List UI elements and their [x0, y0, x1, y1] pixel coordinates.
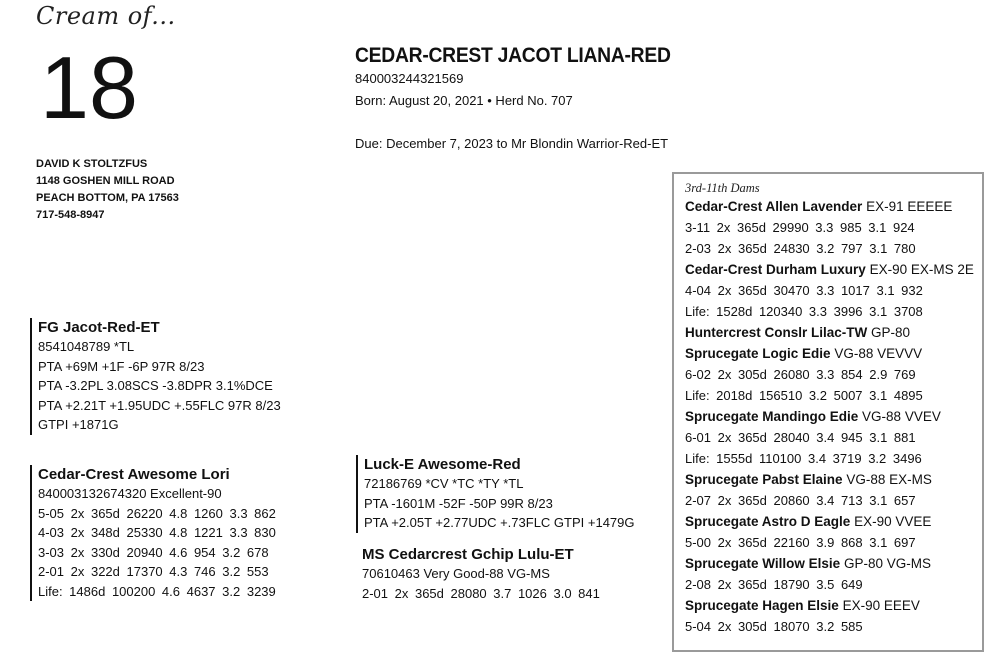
- dam-name: Cedar-Crest Awesome Lori: [38, 466, 230, 483]
- ancestor-dam-classification: GP-80 VG-MS: [843, 556, 931, 571]
- ancestor-dam-classification: GP-80: [871, 325, 911, 340]
- ancestor-dam-name: [685, 259, 982, 280]
- dam-block: [30, 465, 276, 601]
- ancestor-dam-name-text: Sprucegate Astro D Eagle: [685, 514, 851, 529]
- dams-box-title: 3rd-11th Dams: [685, 181, 760, 195]
- dam-record-line: 2-01 2x 322d 17370 4.3 746 3.2 553: [38, 564, 269, 579]
- ancestor-dam-name-text: Cedar-Crest Durham Luxury: [685, 262, 866, 277]
- dam-record-line: 3-03 2x 330d 20940 4.6 954 3.2 678: [38, 544, 269, 560]
- maternal-granddam-block: [356, 545, 600, 603]
- ancestor-dam-classification: EX-90 EEEV: [842, 598, 920, 613]
- consignor-address-line2: PEACH BOTTOM, PA 17563: [36, 192, 179, 204]
- ancestor-dam-name: [685, 196, 982, 217]
- ancestor-dam-classification: EX-90 EX-MS 2E: [869, 262, 974, 277]
- maternal-grandsire-info-line: PTA +2.05T +2.77UDC +.73FLC GTPI +1479G: [364, 515, 635, 530]
- ancestor-dam-name: [685, 469, 982, 490]
- maternal-granddam-record-line: 2-01 2x 365d 28080 3.7 1026 3.0 841: [362, 585, 600, 601]
- ancestor-dam-name-text: Sprucegate Mandingo Edie: [685, 409, 859, 424]
- sire-info-line: PTA +69M +1F -6P 97R 8/23: [38, 358, 205, 374]
- birth-herd-line: Born: August 20, 2021 • Herd No. 707: [355, 93, 573, 108]
- maternal-granddam-info-line: 70610463 Very Good-88 VG-MS: [362, 566, 550, 581]
- ancestor-dam-record: 4-04 2x 365d 30470 3.3 1017 3.1 932: [685, 283, 923, 298]
- maternal-grandsire-info-line: 72186769 *CV *TC *TY *TL: [364, 476, 524, 491]
- ancestor-dam-classification: EX-90 VVEE: [854, 514, 932, 529]
- maternal-grandsire-block: [356, 455, 635, 533]
- ancestor-dam-record: 2-07 2x 365d 20860 3.4 713 3.1 657: [685, 493, 916, 508]
- sire-info-line: GTPI +1871G: [38, 417, 119, 432]
- ancestor-dam-name-text: Sprucegate Pabst Elaine: [685, 472, 843, 487]
- ancestor-dam-record: Life: 2018d 156510 3.2 5007 3.1 4895: [685, 388, 923, 403]
- ancestor-dam-name: [685, 511, 982, 532]
- ancestor-dam-name: [685, 322, 982, 343]
- lot-number: 18: [40, 38, 138, 137]
- consignor-phone: 717-548-8947: [36, 209, 105, 221]
- ancestor-dam-record: Life: 1555d 110100 3.4 3719 3.2 3496: [685, 451, 922, 466]
- sire-info-line: PTA -3.2PL 3.08SCS -3.8DPR 3.1%DCE: [38, 378, 273, 393]
- ancestor-dam-name: [685, 343, 982, 364]
- catalog-header-title: Cream of...: [36, 2, 176, 30]
- ancestor-dam-name-text: Sprucegate Hagen Elsie: [685, 598, 839, 613]
- due-date-line: Due: December 7, 2023 to Mr Blondin Warrior-Red-ET: [355, 136, 669, 151]
- ancestor-dam-classification: VG-88 VVEV: [862, 409, 941, 424]
- animal-registration-number: 840003244321569: [355, 71, 464, 86]
- consignor-name: DAVID K STOLTZFUS: [36, 158, 148, 170]
- ancestor-dam-classification: VG-88 EX-MS: [846, 472, 932, 487]
- dam-record-line: Life: 1486d 100200 4.6 4637 3.2 3239: [38, 583, 276, 599]
- animal-name: CEDAR-CREST JACOT LIANA-RED: [355, 44, 671, 67]
- ancestor-dam-record: Life: 1528d 120340 3.3 3996 3.1 3708: [685, 304, 923, 319]
- ancestor-dam-record: 2-08 2x 365d 18790 3.5 649: [685, 577, 863, 592]
- ancestor-dam-classification: EX-91 EEEEE: [866, 199, 953, 214]
- dam-registration-line: 840003132674320 Excellent-90: [38, 486, 222, 501]
- sire-name: FG Jacot-Red-ET: [38, 319, 160, 336]
- maternal-grandsire-info-line: PTA -1601M -52F -50P 99R 8/23: [364, 495, 553, 511]
- ancestor-dam-classification: VG-88 VEVVV: [834, 346, 923, 361]
- sire-block: [30, 318, 281, 435]
- ancestor-dam-record: 5-00 2x 365d 22160 3.9 868 3.1 697: [685, 535, 916, 550]
- ancestor-dam-name-text: Cedar-Crest Allen Lavender: [685, 199, 863, 214]
- dam-record-line: 5-05 2x 365d 26220 4.8 1260 3.3 862: [38, 505, 276, 521]
- ancestor-dam-record: 6-01 2x 365d 28040 3.4 945 3.1 881: [685, 430, 916, 445]
- maternal-grandsire-name: Luck-E Awesome-Red: [364, 456, 521, 473]
- ancestor-dam-name: [685, 595, 982, 616]
- ancestor-dam-name: [685, 406, 982, 427]
- sire-info-line: 8541048789 *TL: [38, 339, 135, 354]
- ancestor-dam-record: 2-03 2x 365d 24830 3.2 797 3.1 780: [685, 241, 916, 256]
- dam-record-line: 4-03 2x 348d 25330 4.8 1221 3.3 830: [38, 525, 276, 540]
- sire-info-line: PTA +2.21T +1.95UDC +.55FLC 97R 8/23: [38, 397, 281, 413]
- ancestor-dam-record: 5-04 2x 305d 18070 3.2 585: [685, 619, 863, 634]
- ancestor-dam-record: 6-02 2x 305d 26080 3.3 854 2.9 769: [685, 367, 916, 382]
- ancestor-dam-name-text: Sprucegate Logic Edie: [685, 346, 831, 361]
- ancestor-dam-record: 3-11 2x 365d 29990 3.3 985 3.1 924: [685, 220, 915, 235]
- consignor-address-line1: 1148 GOSHEN MILL ROAD: [36, 175, 175, 187]
- ancestor-dam-name-text: Huntercrest Conslr Lilac-TW: [685, 325, 868, 340]
- third-to-eleventh-dams-box: [672, 172, 984, 652]
- consignor-info: [36, 156, 179, 224]
- ancestor-dam-name-text: Sprucegate Willow Elsie: [685, 556, 841, 571]
- ancestor-dam-name: [685, 553, 982, 574]
- maternal-granddam-name: MS Cedarcrest Gchip Lulu-ET: [362, 546, 574, 563]
